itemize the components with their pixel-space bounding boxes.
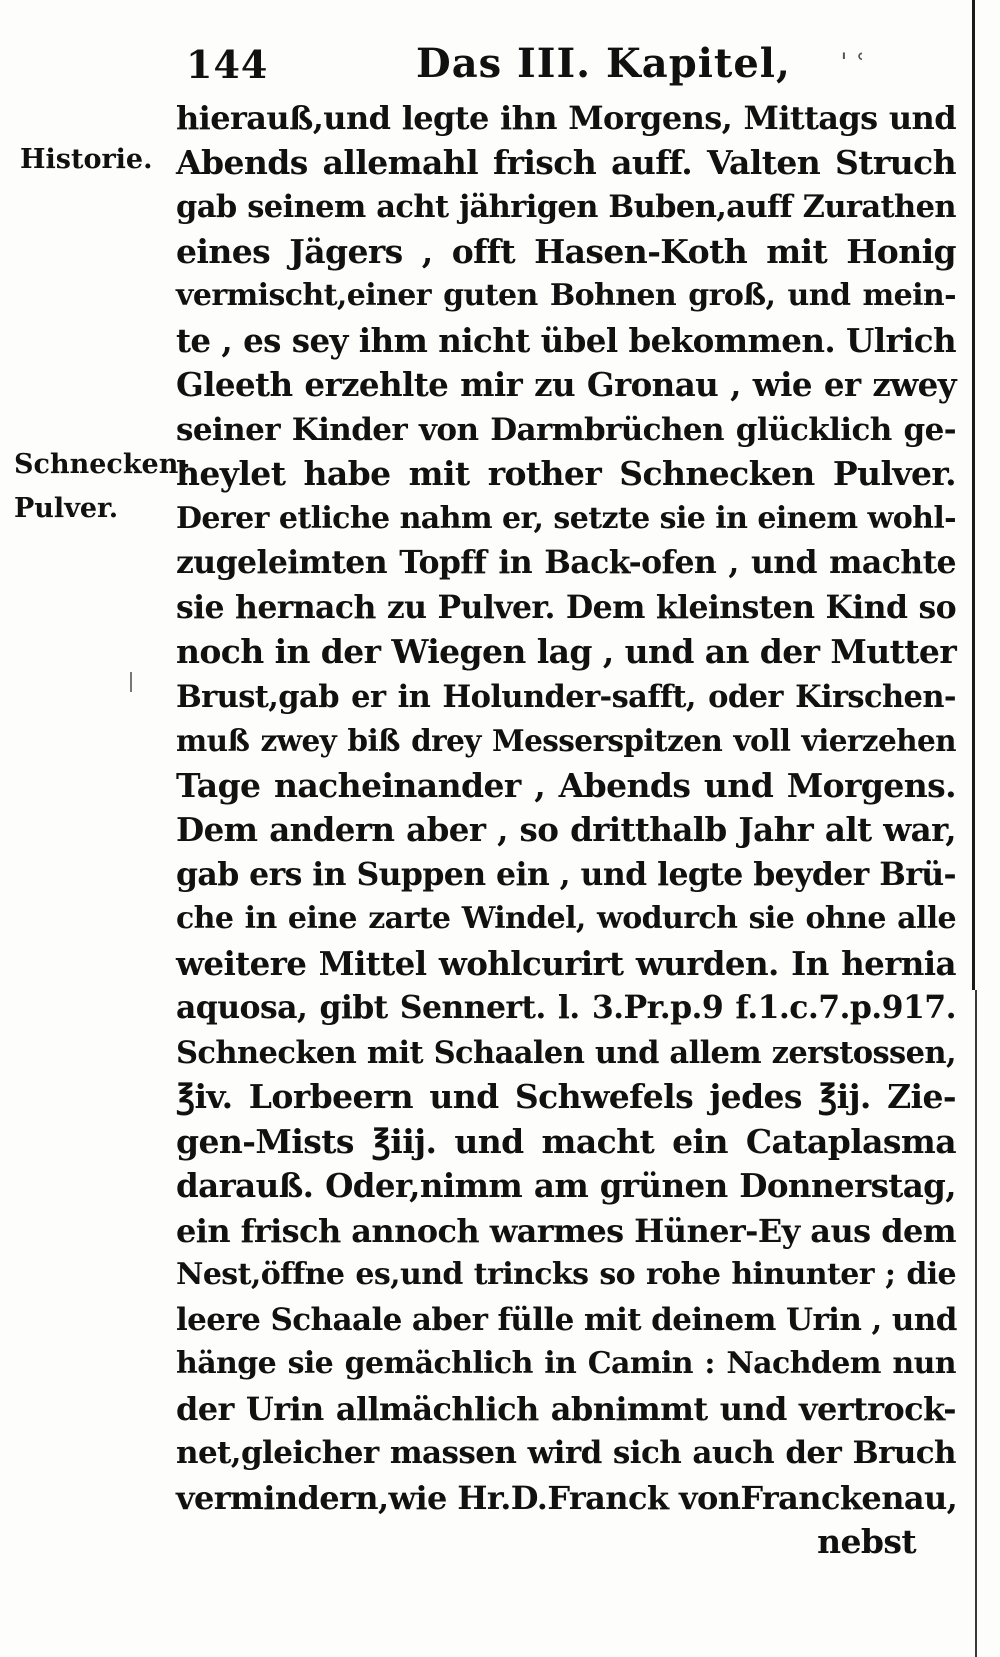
text-line: darauß. Oder,nimm am grünen Donnerstag, xyxy=(176,1166,956,1205)
text-line: noch in der Wiegen lag , und an der Mutter xyxy=(176,632,957,671)
margin-note-historie xyxy=(20,138,153,182)
header-stray-mark: ˈ ʿ xyxy=(840,48,866,81)
margin-note-schnecken-pulver xyxy=(14,443,190,531)
text-line: weitere Mittel wohlcurirt wurden. In hernia xyxy=(176,943,956,983)
text-line: hänge sie gemächlich in Camin : Nachdem nun xyxy=(176,1346,956,1381)
page-edge-rule-lower xyxy=(975,990,977,1657)
text-line: heylet habe mit rother Schnecken Pulver. xyxy=(176,454,956,493)
page-header xyxy=(180,38,940,98)
body-text xyxy=(176,96,956,1565)
text-line: vermindern,wie Hr.D.Franck vonFranckenau, xyxy=(176,1478,958,1517)
page-number: 144 xyxy=(186,42,269,87)
text-line: zugeleimten Topff in Back-ofen , und machte xyxy=(176,544,956,581)
text-line: gab seinem acht jährigen Buben,auff Zurathen xyxy=(176,189,956,225)
text-line: Tage nacheinander , Abends und Morgens. xyxy=(176,765,956,805)
text-line: hierauß,und legte ihn Morgens, Mittags und xyxy=(176,99,956,137)
text-line: Dem andern aber , so dritthalb Jahr alt war, xyxy=(176,810,956,849)
margin-note-text: Historie. xyxy=(20,144,153,175)
text-line: muß zwey biß drey Messerspitzen voll vierzehen xyxy=(176,723,956,758)
text-line: Nest,öffne es,und trincks so rohe hinunter ; die xyxy=(176,1257,956,1292)
text-line: vermischt,einer guten Bohnen groß, und mein- xyxy=(176,278,956,313)
text-line: aquosa, gibt Sennert. l. 3.Pr.p.9 f.1.c.7.p.917. xyxy=(176,989,956,1026)
text-line: te , es sey ihm nicht übel bekommen. Ulrich xyxy=(176,320,956,360)
running-head: Das III. Kapitel, xyxy=(416,40,791,87)
text-line: che in eine zarte Windel, wodurch sie ohne alle xyxy=(176,901,956,936)
page-edge-rule xyxy=(972,0,975,990)
text-line: seiner Kinder von Darmbrüchen glücklich ge- xyxy=(176,411,956,448)
text-line: eines Jägers , offt Hasen-Koth mit Honig xyxy=(176,231,956,271)
text-line: Schnecken mit Schaalen und allem zerstossen, xyxy=(176,1034,956,1071)
text-line: leere Schaale aber fülle mit deinem Urin , und xyxy=(176,1301,957,1338)
margin-note-text-line1: Schnecken- xyxy=(14,449,190,480)
text-line: nebst xyxy=(817,1522,916,1561)
stray-ink-mark xyxy=(130,672,132,692)
text-line: Gleeth erzehlte mir zu Gronau , wie er zwey xyxy=(176,365,956,404)
margin-note-text-line2: Pulver. xyxy=(14,493,119,524)
text-line: der Urin allmächlich abnimmt und vertrock- xyxy=(176,1389,956,1428)
text-line: ℥iv. Lorbeern und Schwefels jedes ℥ij. Zie- xyxy=(176,1077,956,1116)
text-line: ein frisch annoch warmes Hüner-Ey aus dem xyxy=(176,1211,956,1250)
text-line: net,gleicher massen wird sich auch der Bruch xyxy=(176,1435,956,1471)
text-line: Derer etliche nahm er, setzte sie in einem wohl- xyxy=(176,500,956,536)
text-line: sie hernach zu Pulver. Dem kleinsten Kind so xyxy=(176,588,956,626)
text-line: gen-Mists ℥iij. und macht ein Cataplasma xyxy=(176,1121,956,1161)
text-line: gab ers in Suppen ein , und legte beyder Brü- xyxy=(176,855,956,893)
text-line: Brust,gab er in Holunder-safft, oder Kirschen- xyxy=(176,678,956,715)
text-line: Abends allemahl frisch auff. Valten Struch xyxy=(176,142,956,182)
